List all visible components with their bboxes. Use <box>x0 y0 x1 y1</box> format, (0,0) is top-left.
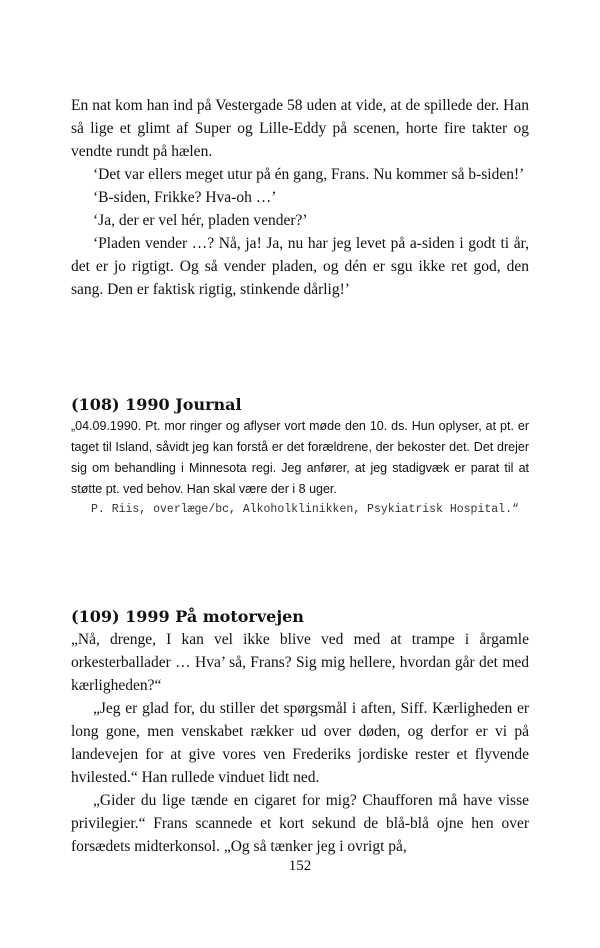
section-108-heading: (108) 1990 Journal <box>71 395 242 414</box>
opening-paragraph-4: ‘Ja, der er vel hér, pladen vender?’ <box>93 212 308 229</box>
journal-signature: P. Riis, overlæge/bc, Alkoholklinikken, Psykiatrisk Hospital.“ <box>91 503 519 516</box>
section-109-paragraph-1: „Nå, drenge, I kan vel ikke blive ved med at trampe i årgamle orkesterballader … Hva’ så, Frans? Sig mig hellere, hvordan går det med kærligheden?“ <box>71 631 529 694</box>
section-109-paragraph-3: „Gider du lige tænde en cigaret for mig? Chaufforen må have visse privilegier.“ Frans scannede et kort sekund de blå-blå ojne hen over forsædets midterkonsol. „Og så tænker jeg i ovrigt på, <box>71 792 529 855</box>
section-109-heading: (109) 1999 På motorvejen <box>71 607 304 626</box>
section-108 <box>71 394 529 520</box>
opening-paragraph-2: ‘Det var ellers meget utur på én gang, Frans. Nu kommer så b-siden!’ <box>93 166 525 183</box>
section-109-paragraph-2: „Jeg er glad for, du stiller det spørgsmål i aften, Siff. Kærligheden er long gone, men venskabet rækker ud over døden, og derfor er vi på landevejen for at give vores ven Frederiks jordiske rester et flyvende hvilested.“ Han rullede vinduet lidt ned. <box>71 700 529 786</box>
page-number: 152 <box>288 858 312 874</box>
opening-paragraph-1: En nat kom han ind på Vestergade 58 uden at vide, at de spillede der. Han så lige et glimt af Super og Lille-Eddy på scenen, horte fire takter og vendte rundt på hælen. <box>71 97 529 160</box>
opening-paragraph-5: ‘Pladen vender …? Nå, ja! Ja, nu har jeg levet på a-siden i godt ti år, det er jo rigtigt. Og så vender pladen, og dén er sgu ikke ret god, den sang. Den er faktisk rigtig, stinkende dårlig!’ <box>71 235 529 298</box>
journal-entry: „04.09.1990. Pt. mor ringer og aflyser vort møde den 10. ds. Hun oplyser, at pt. er taget til Island, såvidt jeg kan forstå er det forældrene, der bekoster det. Det drejer sig om behandling i Minnesota regi. Jeg anfører, at jeg stadigvæk er parat til at støtte pt. ved behov. Han skal være der i 8 uger. <box>71 419 529 496</box>
opening-paragraph-3: ‘B-siden, Frikke? Hva-oh …’ <box>93 189 277 206</box>
section-109 <box>71 606 529 858</box>
opening-passage <box>71 94 529 301</box>
